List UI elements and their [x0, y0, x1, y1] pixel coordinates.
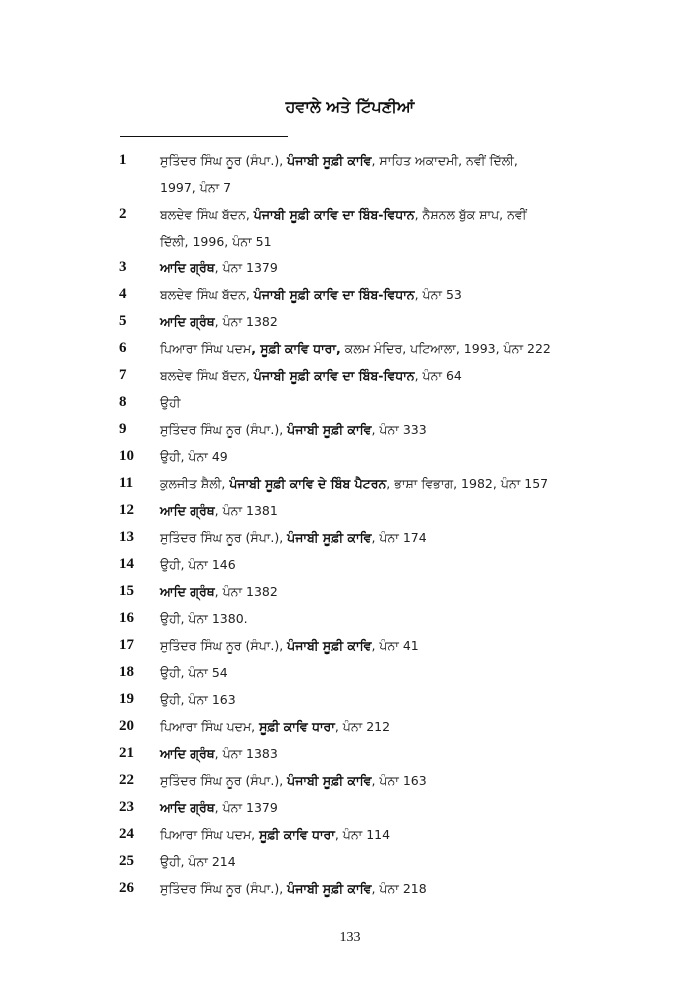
note-segment: , ਪੰਨਾ 1383: [214, 746, 278, 761]
note-text: [160, 147, 600, 174]
note-number: 8: [119, 394, 127, 410]
note-number: 10: [119, 448, 134, 464]
list-item: [0, 201, 700, 249]
note-text: [160, 875, 600, 902]
note-segment: ਉਹੀ, ਪੰਨਾ 1380.: [160, 611, 248, 626]
note-number: 21: [119, 745, 134, 761]
list-item: [0, 443, 700, 470]
note-segment: ਸੁਤਿੰਦਰ ਸਿੰਘ ਨੂਰ (ਸੰਪਾ.),: [160, 638, 288, 653]
list-item: [0, 362, 700, 389]
note-text: [160, 443, 600, 470]
list-item: [0, 659, 700, 686]
book-title: ਪੰਜਾਬੀ ਸੂਫ਼ੀ ਕਾਵਿ: [287, 422, 372, 437]
note-number: 9: [119, 421, 127, 437]
note-number: 25: [119, 853, 134, 869]
note-number: 12: [119, 502, 134, 518]
note-text: [160, 767, 600, 794]
book-title: ਸੂਫ਼ੀ ਕਾਵਿ ਧਾਰਾ: [259, 719, 335, 734]
note-number: 17: [119, 637, 134, 653]
note-number: 11: [119, 475, 134, 491]
book-title: ਆਦਿ ਗ੍ਰੰਥ: [160, 800, 215, 815]
book-title: ਪੰਜਾਬੀ ਸੂਫ਼ੀ ਕਾਵਿ: [287, 881, 372, 896]
note-number: 24: [119, 826, 134, 842]
book-title: ਆਦਿ ਗ੍ਰੰਥ: [160, 746, 215, 761]
note-segment: , ਪੰਨਾ 1382: [214, 584, 278, 599]
note-segment: ਉਹੀ: [160, 395, 181, 410]
list-item: [0, 740, 700, 767]
note-segment: ਸੁਤਿੰਦਰ ਸਿੰਘ ਨੂਰ (ਸੰਪਾ.),: [160, 422, 288, 437]
note-number: 22: [119, 772, 134, 788]
note-segment: , ਪੰਨਾ 1379: [214, 260, 278, 275]
note-continuation: 1997, ਪੰਨਾ 7: [160, 180, 232, 195]
note-text: [160, 659, 600, 686]
note-segment: , ਪੰਨਾ 1379: [214, 800, 278, 815]
note-segment: , ਸਾਹਿਤ ਅਕਾਦਮੀ, ਨਵੀਂ ਦਿੱਲੀ,: [371, 153, 518, 168]
note-text: [160, 470, 600, 497]
list-item: [0, 767, 700, 794]
note-segment: , ਪੰਨਾ 218: [371, 881, 427, 896]
note-segment: , ਪੰਨਾ 212: [334, 719, 391, 734]
note-segment: ਪਿਆਰਾ ਸਿੰਘ ਪਦਮ,: [160, 827, 260, 842]
note-number: 5: [119, 313, 127, 329]
note-segment: ਉਹੀ, ਪੰਨਾ 54: [160, 665, 228, 680]
note-segment: ਉਹੀ, ਪੰਨਾ 49: [160, 449, 228, 464]
note-segment: ਕੁਲਜੀਤ ਸ਼ੈਲੀ,: [160, 476, 230, 491]
note-number: 20: [119, 718, 134, 734]
note-segment: ਪਿਆਰਾ ਸਿੰਘ ਪਦਮ,: [160, 719, 260, 734]
book-title: ਆਦਿ ਗ੍ਰੰਥ: [160, 260, 215, 275]
note-number: 26: [119, 880, 134, 896]
note-number: 7: [119, 367, 127, 383]
note-number: 1: [119, 152, 127, 168]
note-number: 18: [119, 664, 134, 680]
note-text: [160, 201, 600, 228]
note-text: [160, 632, 600, 659]
note-segment: , ਪੰਨਾ 333: [371, 422, 427, 437]
note-segment: ਸੁਤਿੰਦਰ ਸਿੰਘ ਨੂਰ (ਸੰਪਾ.),: [160, 881, 288, 896]
note-text: [160, 740, 600, 767]
note-number: 2: [119, 206, 127, 222]
note-text: [160, 254, 600, 281]
list-item: [0, 551, 700, 578]
list-item: [0, 605, 700, 632]
list-item: [0, 308, 700, 335]
list-item: [0, 848, 700, 875]
note-text: [160, 578, 600, 605]
note-text: [160, 794, 600, 821]
note-segment: , ਪੰਨਾ 53: [414, 287, 462, 302]
note-text: [160, 713, 600, 740]
note-text: [160, 821, 600, 848]
page-number: 133: [339, 930, 361, 945]
book-title: ਪੰਜਾਬੀ ਸੂਫ਼ੀ ਕਾਵਿ: [287, 530, 372, 545]
note-number: 3: [119, 259, 127, 275]
note-segment: ਸੁਤਿੰਦਰ ਸਿੰਘ ਨੂਰ (ਸੰਪਾ.),: [160, 530, 288, 545]
list-item: [0, 713, 700, 740]
list-item: [0, 389, 700, 416]
note-segment: ਸੁਤਿੰਦਰ ਸਿੰਘ ਨੂਰ (ਸੰਪਾ.),: [160, 153, 288, 168]
note-segment: , ਭਾਸ਼ਾ ਵਿਭਾਗ, 1982, ਪੰਨਾ 157: [386, 476, 549, 491]
list-item: [0, 578, 700, 605]
note-segment: , ਪੰਨਾ 1381: [214, 503, 278, 518]
note-number: 14: [119, 556, 134, 572]
note-number: 23: [119, 799, 134, 815]
note-segment: , ਪੰਨਾ 64: [414, 368, 462, 383]
note-text: [160, 362, 600, 389]
book-title: ਪੰਜਾਬੀ ਸੂਫ਼ੀ ਕਾਵਿ ਦਾ ਬਿੰਬ-ਵਿਧਾਨ: [253, 368, 415, 383]
note-segment: , ਪੰਨਾ 163: [371, 773, 427, 788]
book-title: ਪੰਜਾਬੀ ਸੂਫ਼ੀ ਕਾਵਿ ਦਾ ਬਿੰਬ-ਵਿਧਾਨ: [253, 207, 415, 222]
list-item: [0, 335, 700, 362]
list-item: [0, 821, 700, 848]
note-number: 4: [119, 286, 127, 302]
note-segment: , ਪੰਨਾ 174: [371, 530, 427, 545]
note-segment: ਬਲਦੇਵ ਸਿੰਘ ਬੱਦਨ,: [160, 287, 254, 302]
note-text: [160, 335, 600, 362]
list-item: [0, 147, 700, 195]
note-segment: ਉਹੀ, ਪੰਨਾ 163: [160, 692, 236, 707]
note-text: [160, 551, 600, 578]
note-text: [160, 416, 600, 443]
note-text: [160, 848, 600, 875]
note-segment: ਉਹੀ, ਪੰਨਾ 146: [160, 557, 236, 572]
note-text: [160, 524, 600, 551]
list-item: [0, 497, 700, 524]
note-number: 6: [119, 340, 127, 356]
page-title: ਹਵਾਲੇ ਅਤੇ ਟਿੱਪਣੀਆਂ: [285, 97, 415, 116]
note-text: [160, 281, 600, 308]
note-number: 16: [119, 610, 134, 626]
note-segment: , ਪੰਨਾ 1382: [214, 314, 278, 329]
note-text: [160, 497, 600, 524]
book-title: ਪੰਜਾਬੀ ਸੂਫ਼ੀ ਕਾਵਿ ਦੇ ਬਿੰਬ ਪੈਟਰਨ: [229, 476, 387, 491]
note-segment: ਉਹੀ, ਪੰਨਾ 214: [160, 854, 236, 869]
note-continuation: ਦਿੱਲੀ, 1996, ਪੰਨਾ 51: [160, 234, 272, 249]
note-number: 13: [119, 529, 134, 545]
note-text: [160, 686, 600, 713]
list-item: [0, 416, 700, 443]
note-segment: ਸੁਤਿੰਦਰ ਸਿੰਘ ਨੂਰ (ਸੰਪਾ.),: [160, 773, 288, 788]
list-item: [0, 632, 700, 659]
note-number: 15: [119, 583, 134, 599]
note-segment: ਬਲਦੇਵ ਸਿੰਘ ਬੱਦਨ,: [160, 207, 254, 222]
note-text: [160, 308, 600, 335]
book-title: ਆਦਿ ਗ੍ਰੰਥ: [160, 503, 215, 518]
list-item: [0, 794, 700, 821]
note-segment: , ਨੈਸ਼ਨਲ ਬੁੱਕ ਸ਼ਾਪ, ਨਵੀਂ: [414, 207, 527, 222]
book-title: , ਸੂਫ਼ੀ ਕਾਵਿ ਧਾਰਾ,: [251, 341, 341, 356]
book-title: ਆਦਿ ਗ੍ਰੰਥ: [160, 584, 215, 599]
note-segment: ਕਲਮ ਮੰਦਿਰ, ਪਟਿਆਲਾ, 1993, ਪੰਨਾ 222: [340, 341, 551, 356]
book-title: ਆਦਿ ਗ੍ਰੰਥ: [160, 314, 215, 329]
book-title: ਪੰਜਾਬੀ ਸੂਫ਼ੀ ਕਾਵਿ: [287, 153, 372, 168]
list-item: [0, 254, 700, 281]
list-item: [0, 686, 700, 713]
book-title: ਪੰਜਾਬੀ ਸੂਫ਼ੀ ਕਾਵਿ ਦਾ ਬਿੰਬ-ਵਿਧਾਨ: [253, 287, 415, 302]
note-text: [160, 389, 600, 416]
list-item: [0, 470, 700, 497]
list-item: [0, 524, 700, 551]
list-item: [0, 875, 700, 902]
book-title: ਪੰਜਾਬੀ ਸੂਫ਼ੀ ਕਾਵਿ: [287, 638, 372, 653]
book-title: ਸੂਫ਼ੀ ਕਾਵਿ ਧਾਰਾ: [259, 827, 335, 842]
note-segment: ਪਿਆਰਾ ਸਿੰਘ ਪਦਮ: [160, 341, 252, 356]
note-number: 19: [119, 691, 134, 707]
note-segment: ਬਲਦੇਵ ਸਿੰਘ ਬੱਦਨ,: [160, 368, 254, 383]
book-title: ਪੰਜਾਬੀ ਸੂਫ਼ੀ ਕਾਵਿ: [287, 773, 372, 788]
list-item: [0, 281, 700, 308]
note-segment: , ਪੰਨਾ 41: [371, 638, 419, 653]
note-segment: , ਪੰਨਾ 114: [334, 827, 391, 842]
note-text: [160, 605, 600, 632]
